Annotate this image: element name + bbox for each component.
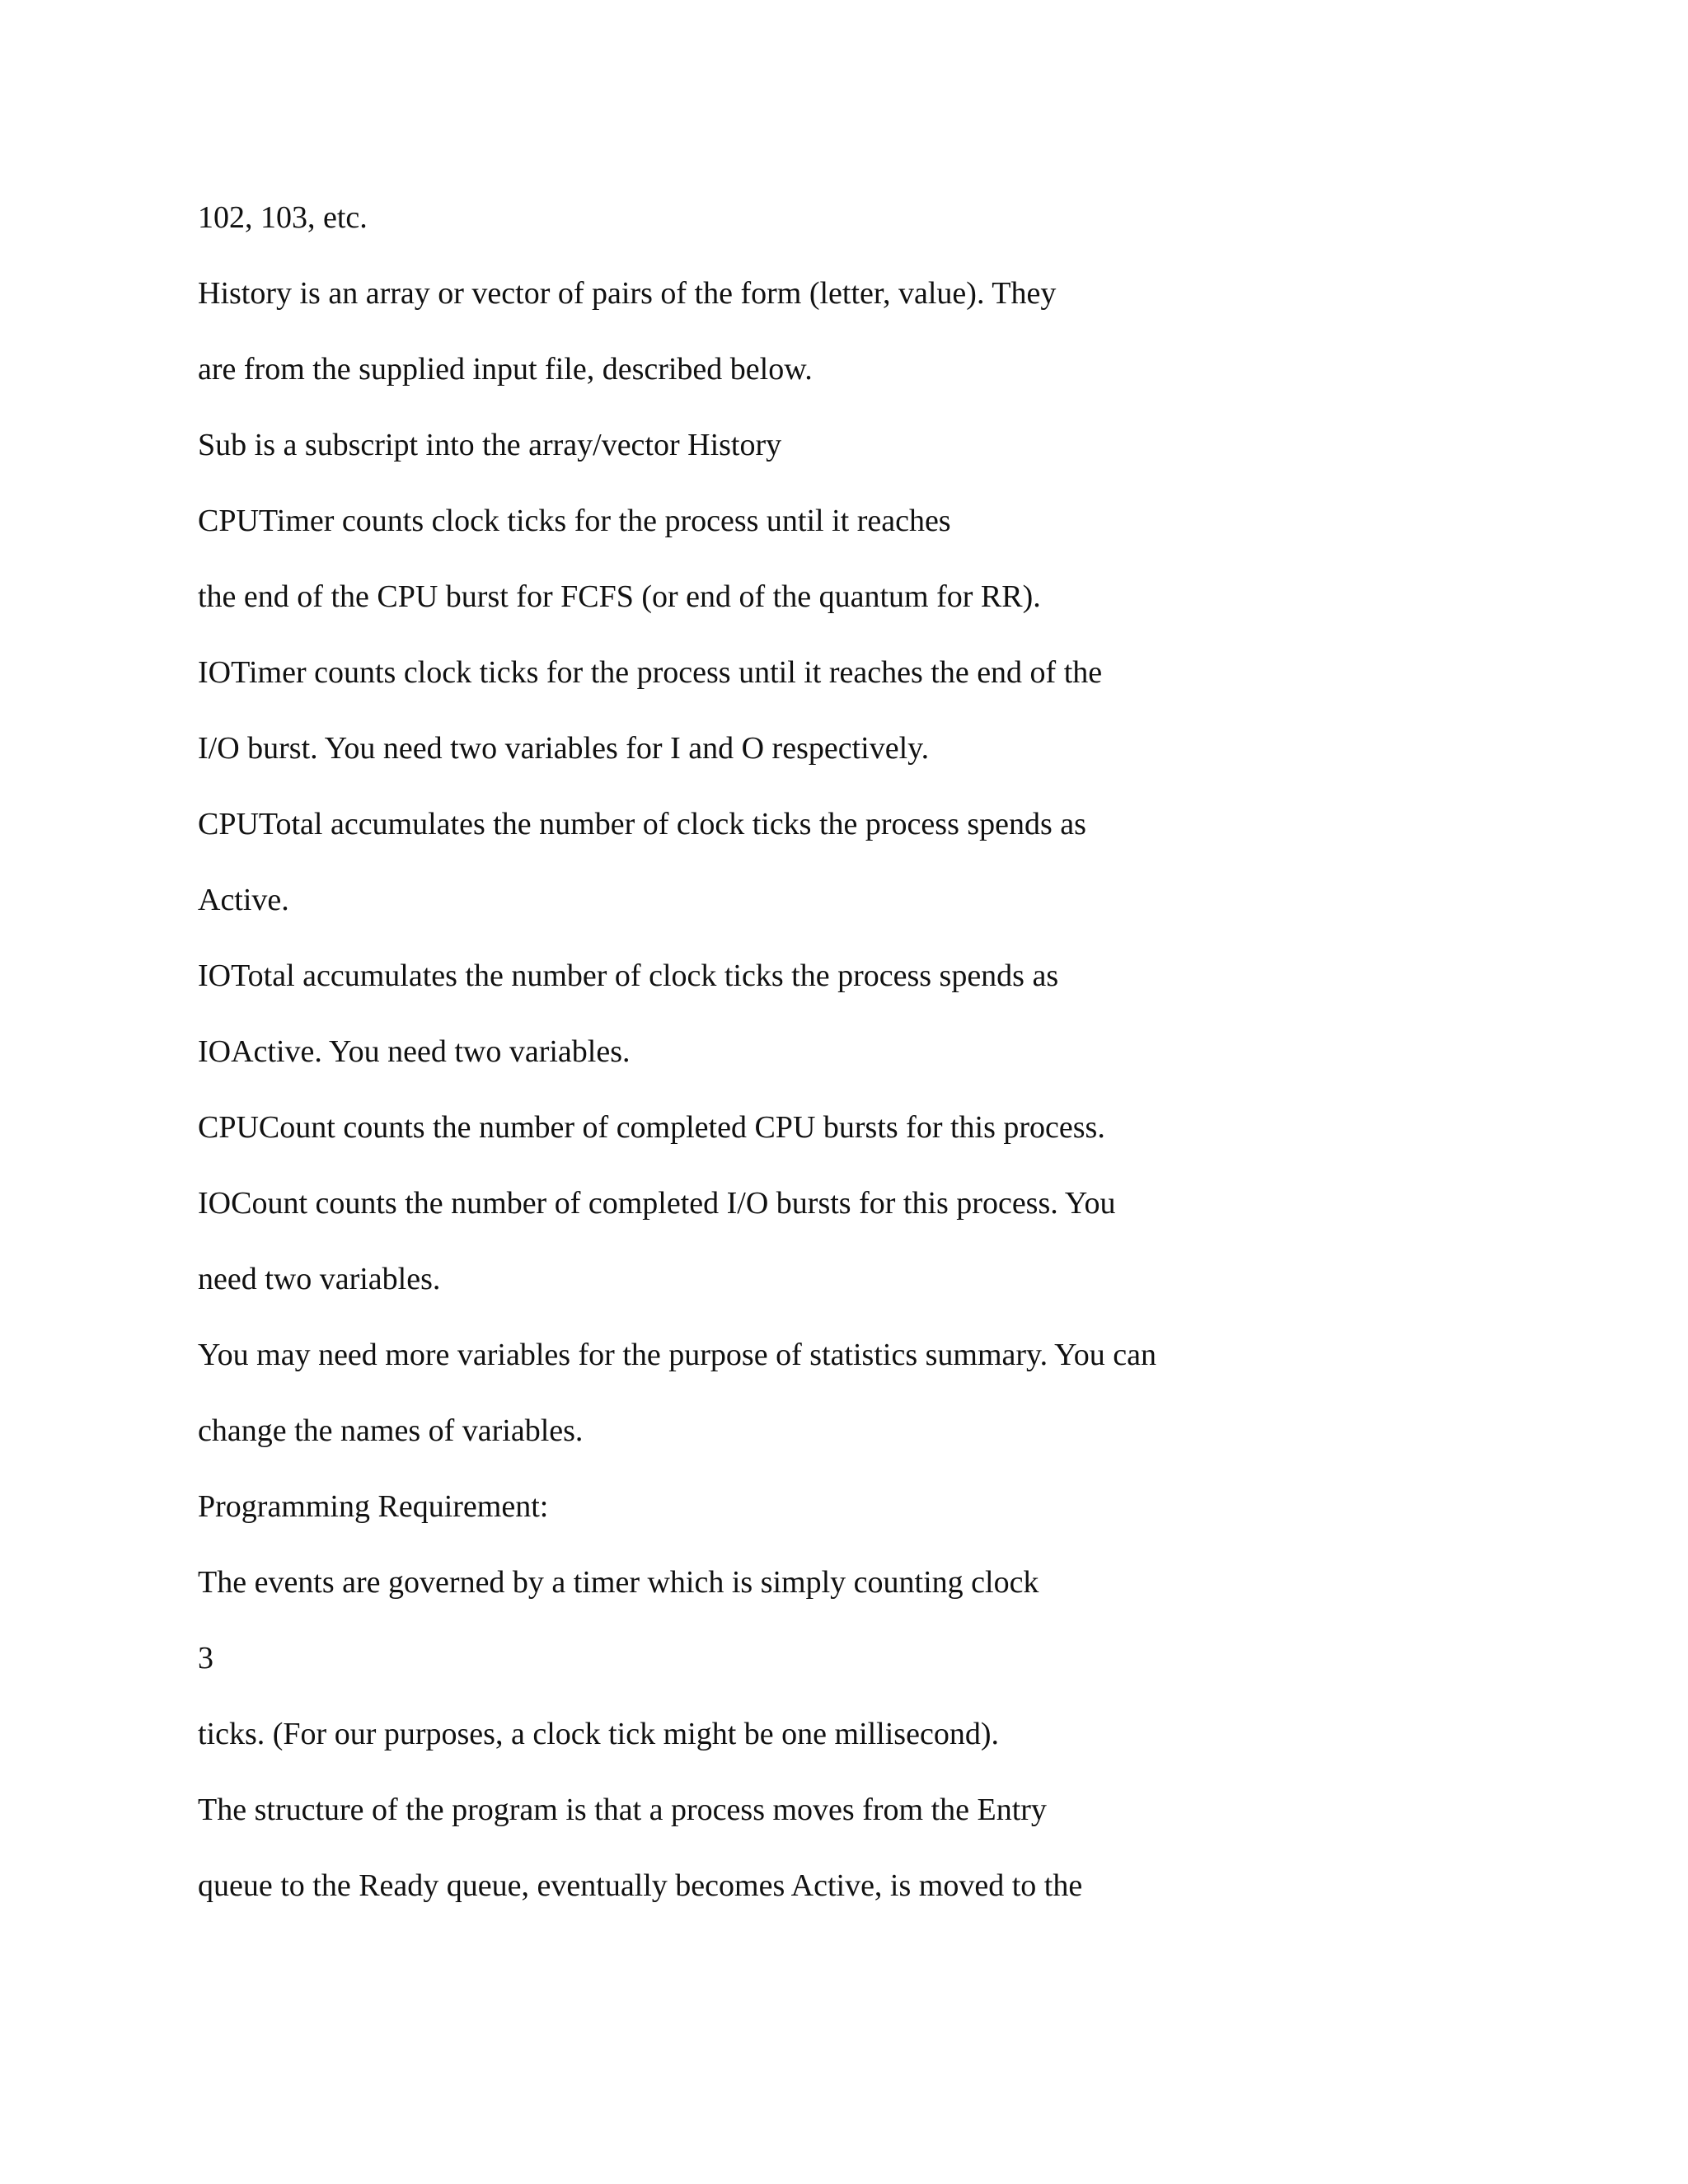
text-line: IOCount counts the number of completed I/O bursts for this process. You: [198, 1186, 1116, 1221]
text-line: IOTotal accumulates the number of clock ticks the process spends as: [198, 958, 1059, 993]
text-line: The events are governed by a timer which is simply counting clock: [198, 1565, 1039, 1600]
text-body: [198, 194, 1533, 1938]
text-line: The structure of the program is that a process moves from the Entry: [198, 1793, 1047, 1827]
text-line: change the names of variables.: [198, 1413, 584, 1448]
section-heading: Programming Requirement:: [198, 1489, 549, 1524]
page-number: 3: [198, 1641, 213, 1675]
text-line: the end of the CPU burst for FCFS (or end of the quantum for RR).: [198, 579, 1041, 614]
text-line: CPUTimer counts clock ticks for the process until it reaches: [198, 504, 951, 538]
text-line: need two variables.: [198, 1262, 441, 1296]
text-line: IOTimer counts clock ticks for the process until it reaches the end of the: [198, 655, 1103, 690]
text-line: I/O burst. You need two variables for I and O respectively.: [198, 731, 930, 766]
text-line: CPUTotal accumulates the number of clock ticks the process spends as: [198, 807, 1086, 841]
text-line: IOActive. You need two variables.: [198, 1034, 631, 1069]
text-line: 102, 103, etc.: [198, 200, 368, 235]
text-line: Sub is a subscript into the array/vector History: [198, 428, 782, 462]
text-line: You may need more variables for the purpose of statistics summary. You can: [198, 1338, 1157, 1372]
text-line: Active.: [198, 883, 289, 917]
text-line: History is an array or vector of pairs of the form (letter, value). They: [198, 276, 1057, 311]
text-line: queue to the Ready queue, eventually becomes Active, is moved to the: [198, 1868, 1083, 1903]
text-line: ticks. (For our purposes, a clock tick might be one millisecond).: [198, 1717, 999, 1751]
text-line: CPUCount counts the number of completed CPU bursts for this process.: [198, 1110, 1105, 1145]
text-line: are from the supplied input file, described below.: [198, 352, 813, 387]
